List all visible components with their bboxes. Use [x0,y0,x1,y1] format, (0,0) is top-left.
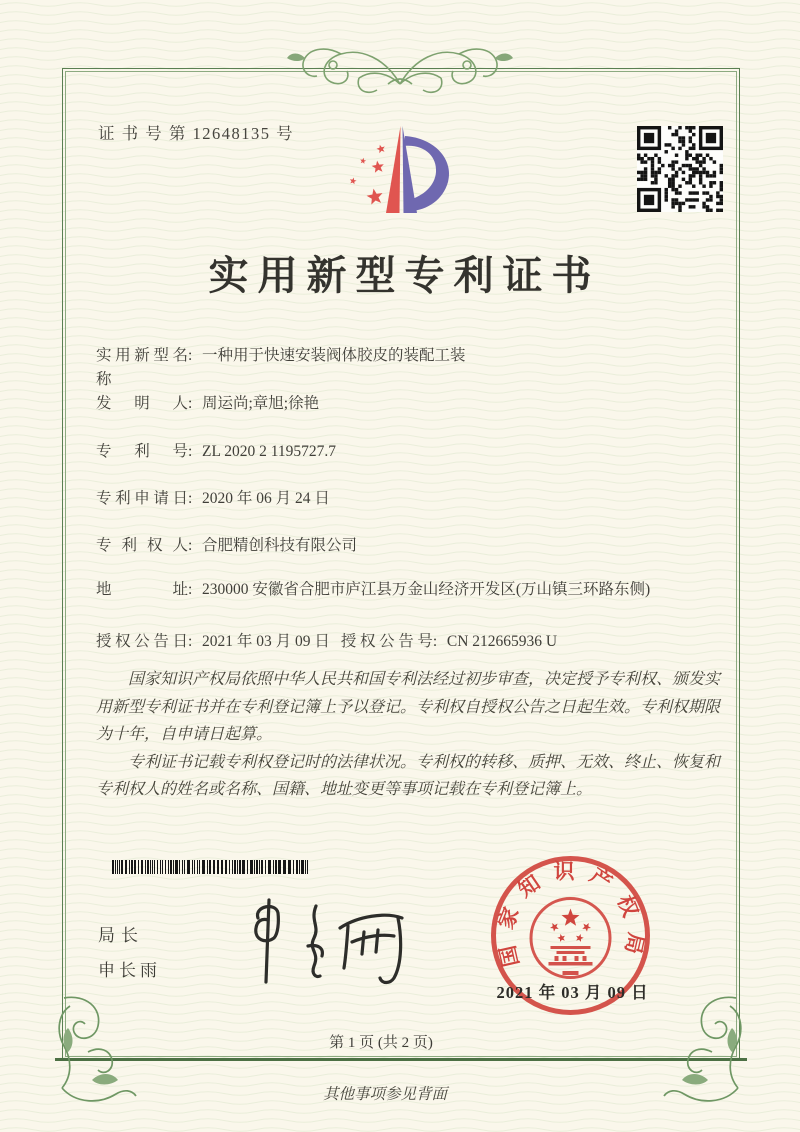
field-value: 合肥精创科技有限公司 [202,537,358,554]
field-colon: : [188,537,193,554]
logo-p-bowl [404,136,449,211]
legal-paragraph-1: 国家知识产权局依照中华人民共和国专利法经过初步审查，决定授予专利权、颁发实用新型专利证书并在专利登记簿上予以登记。专利权自授权公告之日起生效。专利权期限为十年，自申请日起算。 [96,671,721,743]
qr-code [637,126,723,212]
field-label: 专利权人 [96,537,188,554]
cnipa-logo [330,112,490,237]
field-patentee [96,534,706,558]
field-colon: : [188,347,193,364]
commissioner-name: 申长雨 [98,961,161,980]
field-label: 实用新型名称 [96,347,188,389]
border-ornament-top [275,38,525,100]
field-value: ZL 2020 2 1195727.7 [202,443,337,460]
legal-text [96,666,730,804]
field-label: 授权公告日 [96,633,188,650]
field-label: 专利申请日 [96,490,188,507]
field-colon: : [188,395,193,412]
logo-cone-red [386,126,401,213]
field-value: CN 212665936 U [446,633,558,650]
national-emblem [531,899,610,978]
field-utility-model-name [96,344,706,392]
field-value: 2021 年 03 月 09 日 [202,633,330,650]
seal-date: 2021 年 03 月 09 日 [496,983,649,1002]
field-label: 专利号 [96,443,188,460]
field-value: 230000 安徽省合肥市庐江县万金山经济开发区(万山镇三环路东侧) [202,581,651,598]
signature-handwriting [228,886,413,991]
field-inventor [96,392,706,416]
field-value: 一种用于快速安装阀体胶皮的装配工装 [202,347,466,364]
field-label: 授权公告号 [340,633,433,650]
field-colon: : [188,581,193,598]
field-colon: : [188,490,193,507]
barcode [112,860,312,874]
certificate-title: 实用新型专利证书 [208,253,601,298]
field-address [96,578,706,602]
back-side-note: 其他事项参见背面 [322,1086,447,1103]
certificate-number: 证 书 号 第 12648135 号 [98,124,295,143]
page-number: 第 1 页 (共 2 页) [329,1035,433,1051]
seal-ring-text: 国家知识产权局 [492,859,649,969]
field-value: 周运尚;章旭;徐艳 [202,395,320,412]
field-colon: : [432,633,438,650]
field-filing-date [96,487,706,511]
field-label: 发明人 [96,395,188,412]
field-colon: : [188,633,193,650]
field-patent-number [96,440,706,464]
field-value: 2020 年 06 月 24 日 [202,490,330,507]
legal-paragraph-2: 专利证书记载专利权登记时的法律状况。专利权的转移、质押、无效、终止、恢复和专利权人的姓名或名称、国籍、地址变更等事项记载在专利登记簿上。 [96,753,721,798]
field-grant-row [96,630,706,654]
field-label: 地址 [96,581,188,598]
field-grant-number [341,633,557,650]
field-colon: : [188,443,193,460]
logo-stars [350,145,385,205]
commissioner-title: 局长 [98,926,144,945]
field-grant-date [96,630,337,654]
